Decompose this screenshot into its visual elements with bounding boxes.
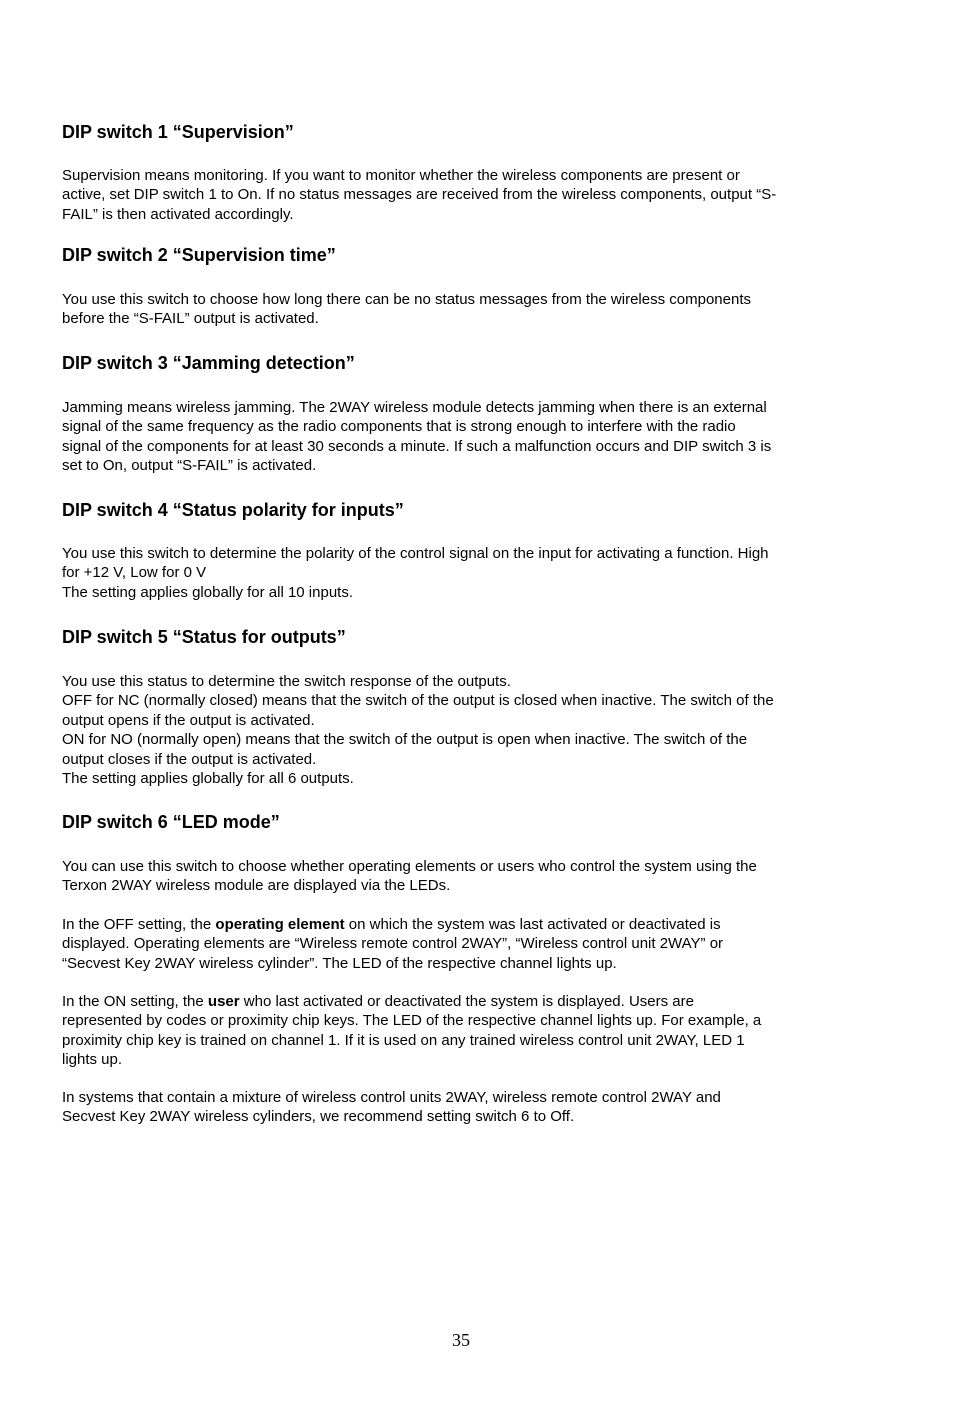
text-line: You use this switch to choose how long there can be no status messages from the wireless components xyxy=(62,291,751,308)
text-run: In the OFF setting, the xyxy=(62,916,216,933)
text-line: OFF for NC (normally closed) means that the switch of the output is closed when inactive. The switch of the xyxy=(62,692,774,710)
section-heading: DIP switch 1 “Supervision” xyxy=(62,122,294,142)
text-run: on which the system was last activated or deactivated is xyxy=(344,916,721,933)
text-line: before the “S-FAIL” output is activated. xyxy=(62,310,319,328)
text-line: proximity chip key is trained on channel 1. If it is used on any trained wireless control unit 2WAY, LED 1 xyxy=(62,1031,745,1049)
text-line: set to On, output “S-FAIL” is activated. xyxy=(62,457,317,475)
text-line: You use this switch to determine the polarity of the control signal on the input for activating a function. High xyxy=(62,545,769,562)
section-dip2 xyxy=(62,244,882,266)
text-line: signal of the components for at least 30 seconds a minute. If such a malfunction occurs and DIP switch 3 is xyxy=(62,437,772,455)
text-line: for +12 V, Low for 0 V xyxy=(62,564,207,582)
led-off-paragraph xyxy=(62,915,882,973)
text-run: In the ON setting, the xyxy=(62,993,208,1010)
text-line: Jamming means wireless jamming. The 2WAY wireless module detects jamming when there is an external xyxy=(62,399,767,416)
text-line: The setting applies globally for all 10 inputs. xyxy=(62,583,354,601)
text-line: Terxon 2WAY wireless module are displayed via the LEDs. xyxy=(62,877,451,895)
text-line: In systems that contain a mixture of wireless control units 2WAY, wireless remote control 2WAY and xyxy=(62,1089,721,1106)
text-line xyxy=(62,915,882,934)
section-dip1-text xyxy=(62,166,882,224)
section-heading: DIP switch 2 “Supervision time” xyxy=(62,245,336,265)
section-dip3-text xyxy=(62,398,882,476)
text-line: signal of the same frequency as the radio components that is strong enough to interfere with the radio xyxy=(62,418,736,436)
section-heading: DIP switch 5 “Status for outputs” xyxy=(62,627,346,647)
text-line: ON for NO (normally open) means that the switch of the output is open when inactive. The switch of the xyxy=(62,731,748,749)
section-dip3 xyxy=(62,352,882,374)
section-dip1 xyxy=(62,121,882,143)
recommendation-paragraph xyxy=(62,1088,882,1127)
section-dip2-text xyxy=(62,290,882,329)
text-line: lights up. xyxy=(62,1051,123,1069)
text-line: You can use this switch to choose whether operating elements or users who control the system using the xyxy=(62,858,757,875)
text-line: The setting applies globally for all 6 outputs. xyxy=(62,770,354,788)
section-heading: DIP switch 6 “LED mode” xyxy=(62,812,280,832)
text-line: represented by codes or proximity chip keys. The LED of the respective channel lights up. For example, a xyxy=(62,1012,762,1030)
section-dip5 xyxy=(62,626,882,648)
text-line: output closes if the output is activated. xyxy=(62,750,317,768)
bold-term: user xyxy=(207,993,240,1010)
text-line: Secvest Key 2WAY wireless cylinders, we recommend setting switch 6 to Off. xyxy=(62,1108,575,1126)
text-line: output opens if the output is activated. xyxy=(62,711,315,729)
text-line xyxy=(62,992,882,1011)
text-line: displayed. Operating elements are “Wireless remote control 2WAY”, “Wireless control unit 2WAY” or xyxy=(62,935,724,953)
section-dip6-text xyxy=(62,857,882,896)
section-heading: DIP switch 3 “Jamming detection” xyxy=(62,353,355,373)
text-line: Supervision means monitoring. If you want to monitor whether the wireless components are present or xyxy=(62,167,740,184)
text-run: who last activated or deactivated the system is displayed. Users are xyxy=(239,993,694,1010)
text-line: You use this status to determine the switch response of the outputs. xyxy=(62,673,511,690)
text-line: FAIL” is then activated accordingly. xyxy=(62,205,294,223)
text-line: “Secvest Key 2WAY wireless cylinder”. The LED of the respective channel lights up. xyxy=(62,954,617,972)
text-line: active, set DIP switch 1 to On. If no status messages are received from the wireless components, output “S- xyxy=(62,186,777,204)
page-number: 35 xyxy=(452,1330,470,1350)
section-dip4-text xyxy=(62,544,882,602)
led-on-paragraph xyxy=(62,992,882,1070)
section-dip4 xyxy=(62,499,882,521)
bold-term: operating element xyxy=(215,916,345,933)
section-dip6 xyxy=(62,811,882,833)
section-heading: DIP switch 4 “Status polarity for inputs” xyxy=(62,500,404,520)
section-dip5-text xyxy=(62,672,882,788)
